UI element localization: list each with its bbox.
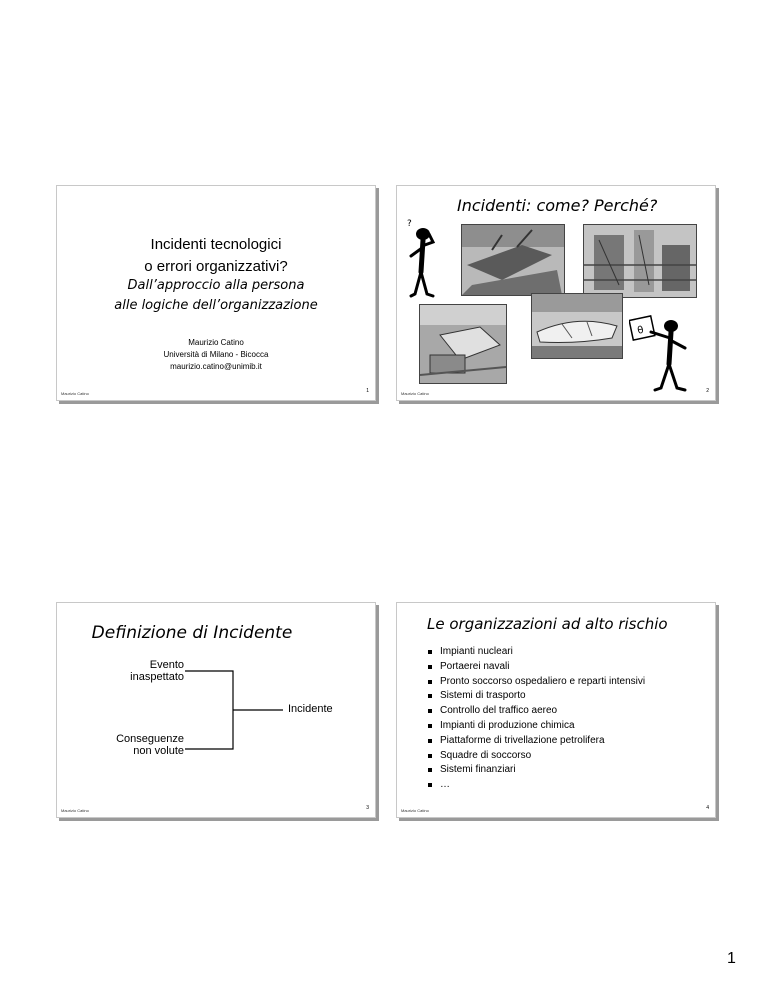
- slide-1-number: 1: [366, 388, 369, 394]
- svg-text:θ: θ: [636, 324, 645, 337]
- plane-wreck-photo: [531, 293, 623, 359]
- slide-2-number: 2: [706, 388, 709, 394]
- train-wreck-photo: [461, 224, 565, 296]
- slide-2-footer: Maurizio Catino: [401, 391, 429, 396]
- figure-with-sign-icon: [629, 312, 699, 396]
- chemical-plant-photo: [583, 224, 697, 298]
- list-item: Impianti nucleari: [427, 645, 645, 660]
- slide-4: [396, 602, 716, 818]
- slide-1-title-line2: o errori organizzativi?: [144, 258, 288, 275]
- slide-3: [56, 602, 376, 818]
- thinking-figure-icon: [403, 214, 447, 304]
- page-number: 1: [727, 950, 736, 967]
- list-item: Pronto soccorso ospedaliero e reparti intensivi: [427, 675, 645, 690]
- slide-3-footer: Maurizio Catino: [61, 808, 89, 813]
- tree-node-conseguenze-line1: Conseguenze: [116, 733, 184, 745]
- slide-1-subtitle-line1: Dall’approccio alla persona: [127, 278, 305, 293]
- tree-node-evento-line2: inaspettato: [130, 671, 184, 683]
- slide-3-number: 3: [366, 805, 369, 811]
- car-crash-photo: [419, 304, 507, 384]
- list-item: Sistemi di trasporto: [427, 689, 645, 704]
- slide-1: [56, 185, 376, 401]
- tree-node-evento-line1: Evento: [149, 659, 184, 671]
- slide-1-title-line1: Incidenti tecnologici: [150, 236, 282, 253]
- svg-text:?: ?: [407, 219, 412, 229]
- list-item: Controllo del traffico aereo: [427, 704, 645, 719]
- list-item: Portaerei navali: [427, 660, 645, 675]
- list-item: Impianti di produzione chimica: [427, 719, 645, 734]
- slide-3-title: Definizione di Incidente: [91, 623, 293, 643]
- tree-result-incidente: Incidente: [288, 703, 333, 715]
- slide-4-footer: Maurizio Catino: [401, 808, 429, 813]
- list-item: Piattaforme di trivellazione petrolifera: [427, 734, 645, 749]
- slide-2: [396, 185, 716, 401]
- slide-4-title: Le organizzazioni ad alto rischio: [427, 615, 668, 633]
- slide-1-footer: Maurizio Catino: [61, 391, 89, 396]
- slide-4-number: 4: [706, 805, 709, 811]
- slide-1-affiliation: Università di Milano - Bicocca: [163, 350, 269, 359]
- tree-node-conseguenze-line2: non volute: [133, 745, 184, 757]
- list-item: Squadre di soccorso: [427, 749, 645, 764]
- slide-1-subtitle-line2: alle logiche dell’organizzazione: [114, 298, 318, 313]
- slide-1-author: Maurizio Catino: [188, 338, 244, 347]
- slide-1-email: maurizio.catino@unimib.it: [170, 362, 262, 371]
- list-item: Sistemi finanziari: [427, 763, 645, 778]
- risk-organizations-list: [427, 645, 645, 793]
- slide-2-title: Incidenti: come? Perché?: [457, 196, 658, 215]
- list-item: …: [427, 778, 645, 793]
